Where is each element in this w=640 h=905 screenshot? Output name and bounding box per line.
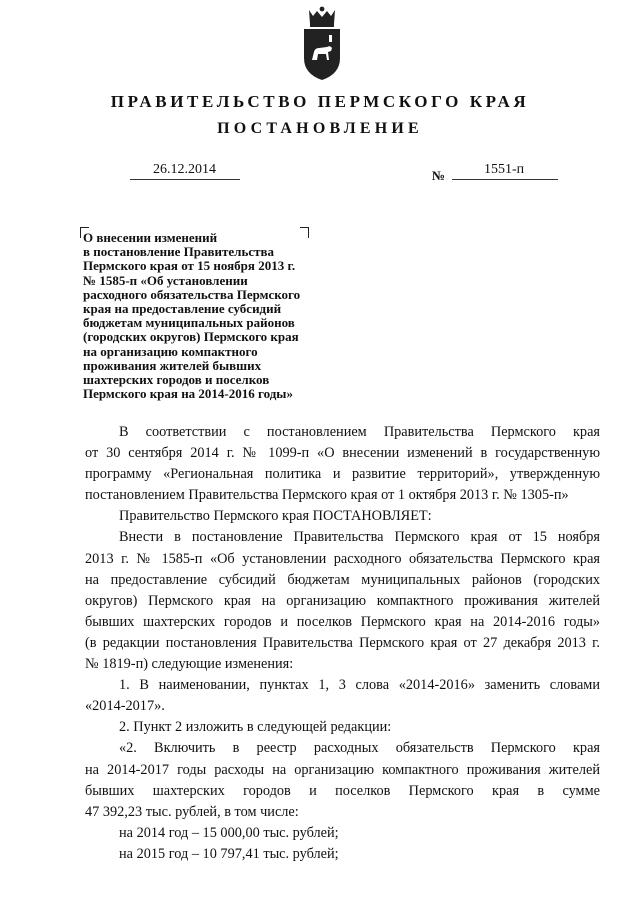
body-line: Правительство Пермского края ПОСТАНОВЛЯЕТ: bbox=[119, 508, 432, 525]
document-type: ПОСТАНОВЛЕНИЕ bbox=[217, 120, 423, 137]
body-line: на предоставление субсидий бюджетам муниципальных районов (городских bbox=[85, 571, 600, 588]
subject-line: в постановление Правительства bbox=[83, 244, 275, 260]
body-line: 47 392,23 тыс. рублей, в том числе: bbox=[85, 803, 299, 820]
body-line: бывших шахтерских городов и поселков Пермского края на 2014-2016 годы» bbox=[85, 613, 600, 630]
subject-line: проживания жителей бывших bbox=[83, 357, 262, 373]
body-line: (в редакции постановления Правительства Пермского края от 27 декабря 2013 г. bbox=[85, 634, 600, 651]
body-line: Внести в постановление Правительства Пермского края от 15 ноября bbox=[119, 529, 600, 546]
body-line: постановлением Правительства Пермского края от 1 октября 2013 г. № 1305-п» bbox=[85, 487, 569, 504]
subject-line: на организацию компактного bbox=[83, 343, 258, 359]
subject-line: бюджетам муниципальных районов bbox=[83, 315, 295, 331]
document-number: 1551-п bbox=[484, 162, 525, 177]
subject-line: края на предоставление субсидий bbox=[83, 301, 282, 317]
body-line: округов) Пермского края на организацию компактного проживания жителей bbox=[85, 592, 600, 609]
document-date: 26.12.2014 bbox=[153, 162, 216, 177]
subject-line: № 1585-п «Об установлении bbox=[83, 272, 248, 288]
body-line: В соответствии с постановлением Правительства Пермского края bbox=[119, 424, 600, 440]
document-body bbox=[85, 422, 600, 865]
subject-line: Пермского края от 15 ноября 2013 г. bbox=[83, 258, 296, 274]
subject-line: О внесении изменений bbox=[83, 230, 218, 245]
subject-line: расходного обязательства Пермского bbox=[83, 286, 301, 302]
body-line: на 2014 год – 15 000,00 тыс. рублей; bbox=[119, 824, 339, 841]
number-underline bbox=[452, 179, 558, 180]
subject-line: шахтерских городов и поселков bbox=[83, 372, 270, 388]
subject-line: (городских округов) Пермского края bbox=[83, 329, 299, 345]
body-line: № 1819-п) следующие изменения: bbox=[85, 656, 294, 673]
body-line: 1. В наименовании, пунктах 1, 3 слова «2014-2016» заменить словами bbox=[119, 677, 600, 694]
body-line: 2013 г. № 1585-п «Об установлении расходного обязательства Пермского края bbox=[85, 550, 600, 567]
body-line: программу «Региональная политика и развитие территорий», утвержденную bbox=[85, 466, 600, 483]
body-line: на 2014-2017 годы расходы на организацию компактного проживания жителей bbox=[85, 761, 600, 778]
coat-of-arms-icon bbox=[301, 6, 343, 82]
number-sign: № bbox=[432, 168, 446, 183]
body-line: на 2015 год – 10 797,41 тыс. рублей; bbox=[119, 845, 339, 862]
body-line: 2. Пункт 2 изложить в следующей редакции: bbox=[119, 719, 392, 736]
body-line: от 30 сентября 2014 г. № 1099-п «О внесении изменений в государственную bbox=[85, 445, 600, 462]
body-line: «2014-2017». bbox=[85, 698, 165, 715]
government-title: ПРАВИТЕЛЬСТВО ПЕРМСКОГО КРАЯ bbox=[110, 92, 530, 111]
subject-line: Пермского края на 2014-2016 годы» bbox=[83, 386, 293, 402]
date-underline bbox=[130, 179, 240, 180]
body-line: бывших шахтерских городов и поселков Пермского края в сумме bbox=[85, 782, 600, 799]
document-subject bbox=[83, 231, 363, 401]
body-line: «2. Включить в реестр расходных обязательств Пермского края bbox=[119, 740, 600, 757]
